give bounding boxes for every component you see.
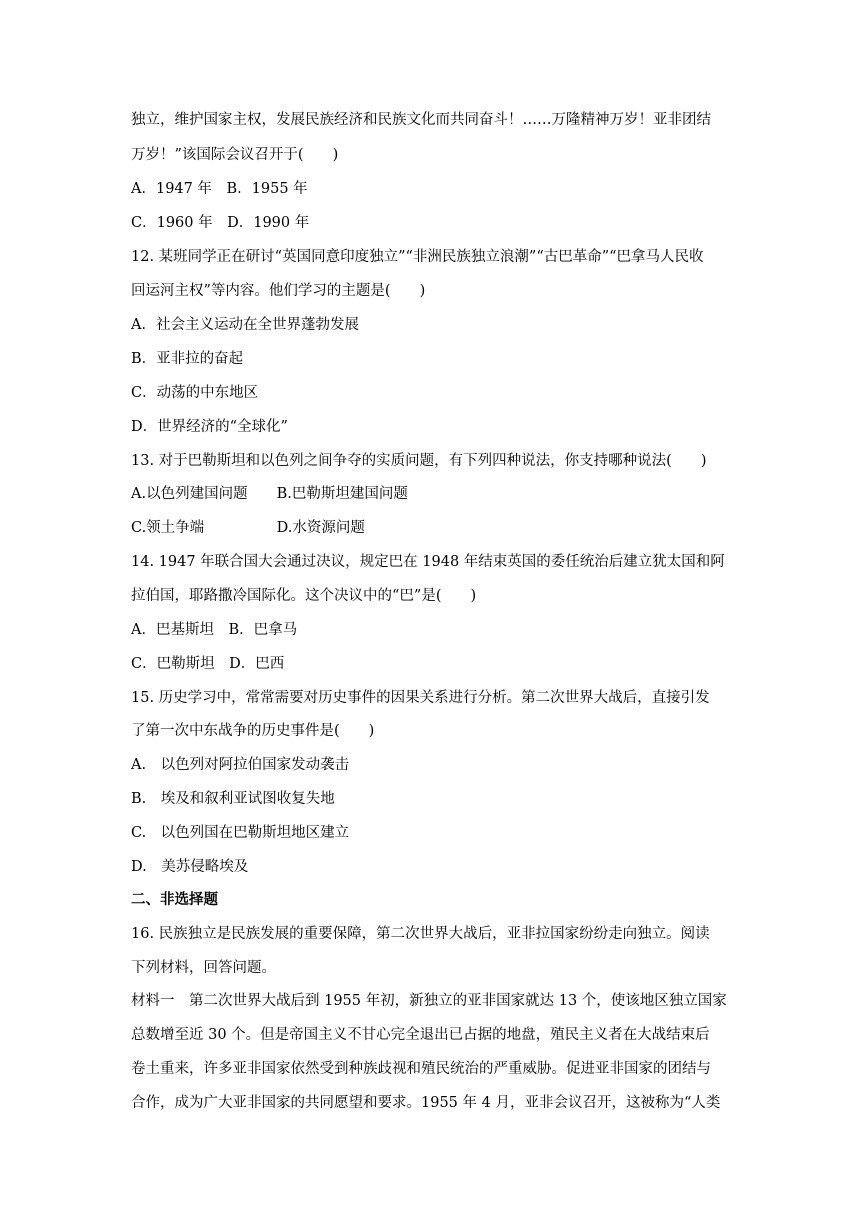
text-line: 万岁！”该国际会议召开于( ) (131, 147, 339, 163)
option-d: D．世界经济的“全球化” (131, 419, 288, 435)
question-13: 13. 对于巴勒斯坦和以色列之间争夺的实质问题，有下列四种说法，你支持哪种说法( ) (131, 453, 707, 469)
option-c: C. 以色列国在巴勒斯坦地区建立 (131, 825, 350, 841)
material-paragraph: 卷土重来，许多亚非国家依然受到种族歧视和殖民统治的严重威胁。促进亚非国家的团结与 (131, 1061, 711, 1077)
option-a: A．社会主义运动在全世界蓬勃发展 (131, 317, 359, 333)
material-paragraph: 合作，成为广大亚非国家的共同愿望和要求。1955 年 4 月，亚非会议召开，这被称为“人类 (131, 1095, 721, 1111)
option-line: A.以色列建国问题 B.巴勒斯坦建国问题 (131, 486, 408, 502)
question-12: 12. 某班同学正在研讨“英国同意印度独立”“非洲民族独立浪潮”“古巴革命”“巴拿马人民收 (131, 249, 704, 265)
question-15: 15. 历史学习中，常常需要对历史事件的因果关系进行分析。第二次世界大战后，直接引发 (131, 690, 710, 706)
option-b: B．亚非拉的奋起 (131, 351, 244, 367)
option-line: A．1947 年 B．1955 年 (131, 181, 308, 197)
question-16: 16. 民族独立是民族发展的重要保障，第二次世界大战后，亚非拉国家纷纷走向独立。阅读 (131, 926, 710, 942)
option-line: C．巴勒斯坦 D．巴西 (131, 656, 285, 672)
text-line: 下列材料，回答问题。 (131, 960, 276, 976)
text-line: 拉伯国，耶路撒冷国际化。这个决议中的“巴”是( ) (131, 588, 477, 604)
option-a: A. 以色列对阿拉伯国家发动袭击 (131, 757, 350, 773)
option-d: D. 美苏侵略埃及 (131, 859, 249, 875)
material-paragraph: 材料一 第二次世界大战后到 1955 年初，新独立的亚非国家就达 13 个，使该地区独立国家 (131, 993, 727, 1009)
option-line: C．1960 年 D．1990 年 (131, 215, 310, 231)
option-b: B. 埃及和叙利亚试图收复失地 (131, 791, 335, 807)
text-line: 了第一次中东战争的历史事件是( ) (131, 723, 375, 739)
material-paragraph: 总数增至近 30 个。但是帝国主义不甘心完全退出已占据的地盘，殖民主义者在大战结束后 (131, 1027, 710, 1043)
option-c: C．动荡的中东地区 (131, 385, 259, 401)
text-line: 独立，维护国家主权，发展民族经济和民族文化而共同奋斗！……万隆精神万岁！亚非团结 (131, 112, 711, 128)
section-heading: 二、非选择题 (131, 891, 218, 908)
option-line: C.领土争端 D.水资源问题 (131, 520, 365, 536)
text-line: 回运河主权”等内容。他们学习的主题是( ) (131, 283, 426, 299)
option-line: A．巴基斯坦 B．巴拿马 (131, 622, 298, 638)
question-14: 14. 1947 年联合国大会通过决议，规定巴在 1948 年结束英国的委任统治后建立犹太国和阿 (131, 554, 725, 570)
